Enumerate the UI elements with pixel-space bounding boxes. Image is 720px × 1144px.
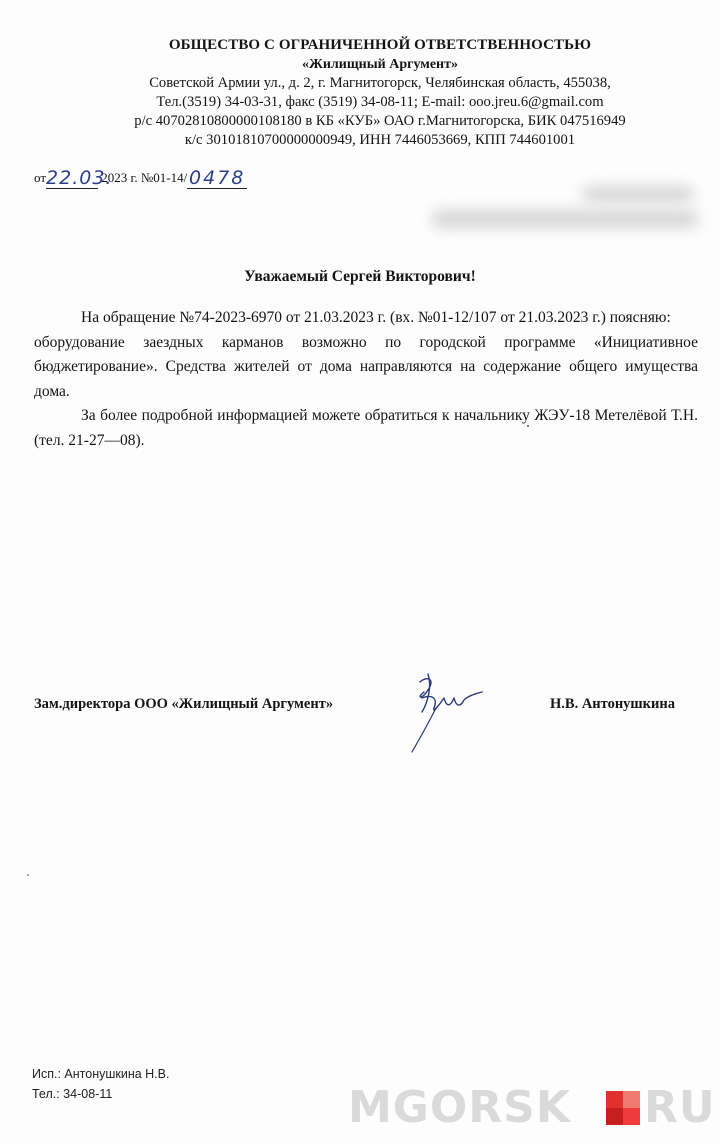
executor-info <box>32 1064 169 1104</box>
signatory-title: Зам.директора ООО «Жилищный Аргумент» <box>34 696 334 712</box>
letterhead-bank: р/с 40702810800000108180 в КБ «КУБ» ОАО г.Магнитогорска, БИК 047516949 <box>134 113 626 129</box>
letterhead-org-name: «Жилищный Аргумент» <box>302 57 458 72</box>
outgoing-year: 2023 г. №01-14/ <box>101 170 188 185</box>
watermark-text-left: MGORSK <box>348 1082 571 1133</box>
executor-phone: Тел.: 34-08-11 <box>32 1087 113 1101</box>
body-paragraph-1: На обращение №74-2023-6970 от 21.03.2023 г. (вх. №01-12/107 от 21.03.2023 г.) поясняю: <box>81 309 671 326</box>
outgoing-prefix: от <box>34 170 47 185</box>
letterhead-address: Советской Армии ул., д. 2, г. Магнитогорск, Челябинская область, 455038, <box>149 75 611 91</box>
scan-speck <box>527 425 529 427</box>
scan-speck <box>27 874 29 876</box>
watermark-mgorsk <box>348 1082 716 1134</box>
letterhead-org-type: ОБЩЕСТВО С ОГРАНИЧЕННОЙ ОТВЕТСТВЕННОСТЬЮ <box>168 37 592 53</box>
outgoing-number-line <box>34 168 247 189</box>
letterhead-requisites: к/с 30101810700000000949, ИНН 7446053669, КПП 744601001 <box>184 132 576 148</box>
watermark-logo-icon <box>606 1091 640 1125</box>
handwritten-signature <box>398 668 498 758</box>
recipient-blurred <box>432 182 702 238</box>
executor-name: Исп.: Антонушкина Н.В. <box>32 1067 170 1081</box>
body-paragraph-2: оборудование заездных карманов возможно по городской программе «Инициативное бюджетирование». Средства жителей от дома направляются на содержание общего имущества дома. <box>34 333 698 400</box>
watermark-text-right: RU <box>644 1082 716 1133</box>
letter-body <box>34 306 698 453</box>
body-paragraph-3: За более подробной информацией можете обратиться к начальнику ЖЭУ-18 Метелёвой Т.Н. (тел. 21-27—08). <box>34 407 698 449</box>
letterhead-contacts: Тел.(3519) 34-03-31, факс (3519) 34-08-11; E-mail: ooo.jreu.6@gmail.com <box>156 94 604 110</box>
salutation: Уважаемый Сергей Викторович! <box>244 268 476 285</box>
outgoing-number-handwritten: 0478 <box>189 167 246 189</box>
letterhead <box>60 36 700 150</box>
signatory-name: Н.В. Антонушкина <box>550 696 675 712</box>
outgoing-date-handwritten: 22.03. <box>46 167 113 189</box>
